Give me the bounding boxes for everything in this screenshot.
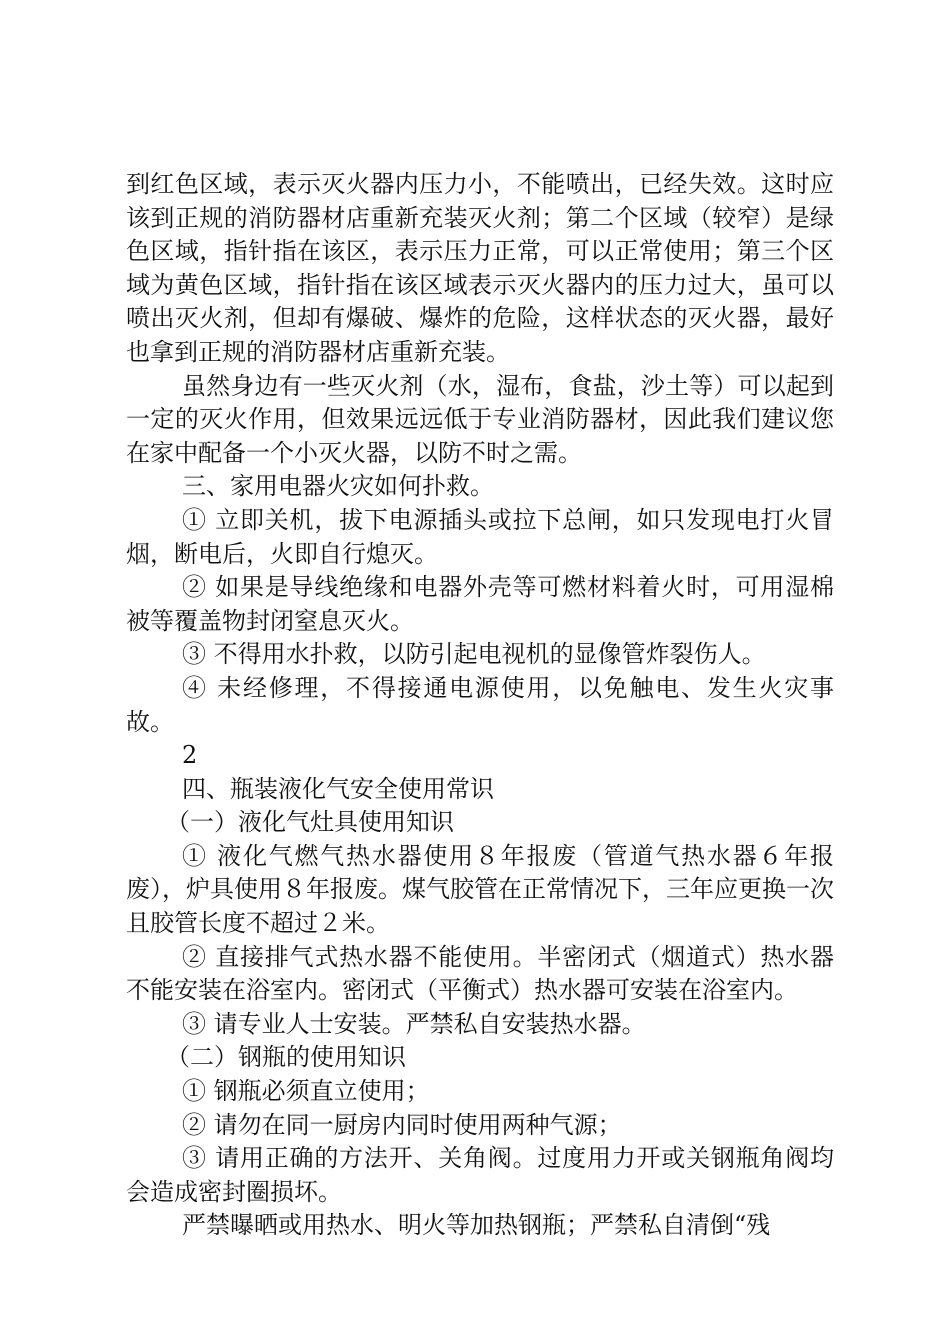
list-item-appliance-3: ③ 不得用水扑救，以防引起电视机的显像管炸裂伤人。	[182, 640, 766, 669]
list-item-cylinder-2: ② 请勿在同一厨房内同时使用两种气源；	[182, 1110, 622, 1139]
list-item-appliance-2: ② 如果是导线绝缘和电器外壳等可燃材料着火时，可用湿棉被等覆盖物封闭窒息灭火。	[126, 573, 834, 635]
paragraph-home-extinguisher-advice: 虽然身边有一些灭火剂（水，湿布，食盐，沙土等）可以起到一定的灭火作用，但效果远远低于专业消防器材，因此我们建议您在家中配备一个小灭火器，以防不时之需。	[126, 371, 834, 467]
paragraph-cylinder-prohibitions: 严禁曝晒或用热水、明火等加热钢瓶；严禁私自清倒“残	[182, 1211, 771, 1240]
list-item-appliance-1: ① 立即关机，拔下电源插头或拉下总闸，如只发现电打火冒烟，断电后，火即自行熄灭。	[126, 505, 834, 568]
list-item-appliance-4: ④ 未经修理，不得接通电源使用，以免触电、发生火灾事故。	[126, 673, 834, 736]
list-item-stove-1: ① 液化气燃气热水器使用８年报废（管道气热水器６年报废），炉具使用８年报废。煤气胶管在正常情况下，三年应更换一次且胶管长度不超过２米。	[126, 841, 834, 938]
section-heading-lpg-safety: 四、瓶装液化气安全使用常识	[182, 774, 494, 803]
subsection-heading-stove-knowledge: （一）液化气灶具使用知识	[166, 808, 454, 837]
list-item-stove-3: ③ 请专业人士安装。严禁私自安装热水器。	[182, 1009, 646, 1038]
list-item-cylinder-3: ③ 请用正确的方法开、关角阀。过度用力开或关钢瓶角阀均会造成密封圈损坏。	[126, 1144, 834, 1206]
paragraph-extinguisher-gauge: 到红色区域，表示灭火器内压力小，不能喷出，已经失效。这时应该到正规的消防器材店重新充装灭火剂；第二个区域（较窄）是绿色区域，指针指在该区，表示压力正常，可以正常使用；第三个区域为黄色区域，指针指在该区域表示灭火器内的压力过大，虽可以喷出灭火剂，但却有爆破、爆炸的危险，这样状态的灭火器，最好也拿到正规的消防器材店重新充装。	[126, 170, 834, 366]
section-heading-appliance-fire: 三、家用电器火灾如何扑救。	[182, 472, 494, 501]
document-body	[126, 168, 834, 1243]
list-item-stove-2: ② 直接排气式热水器不能使用。半密闭式（烟道式）热水器不能安装在浴室内。密闭式（平衡式）热水器可安装在浴室内。	[126, 942, 834, 1005]
page-number: 2	[182, 741, 198, 770]
list-item-cylinder-1: ① 钢瓶必须直立使用；	[182, 1077, 430, 1106]
subsection-heading-cylinder-knowledge: （二）钢瓶的使用知识	[166, 1043, 406, 1072]
